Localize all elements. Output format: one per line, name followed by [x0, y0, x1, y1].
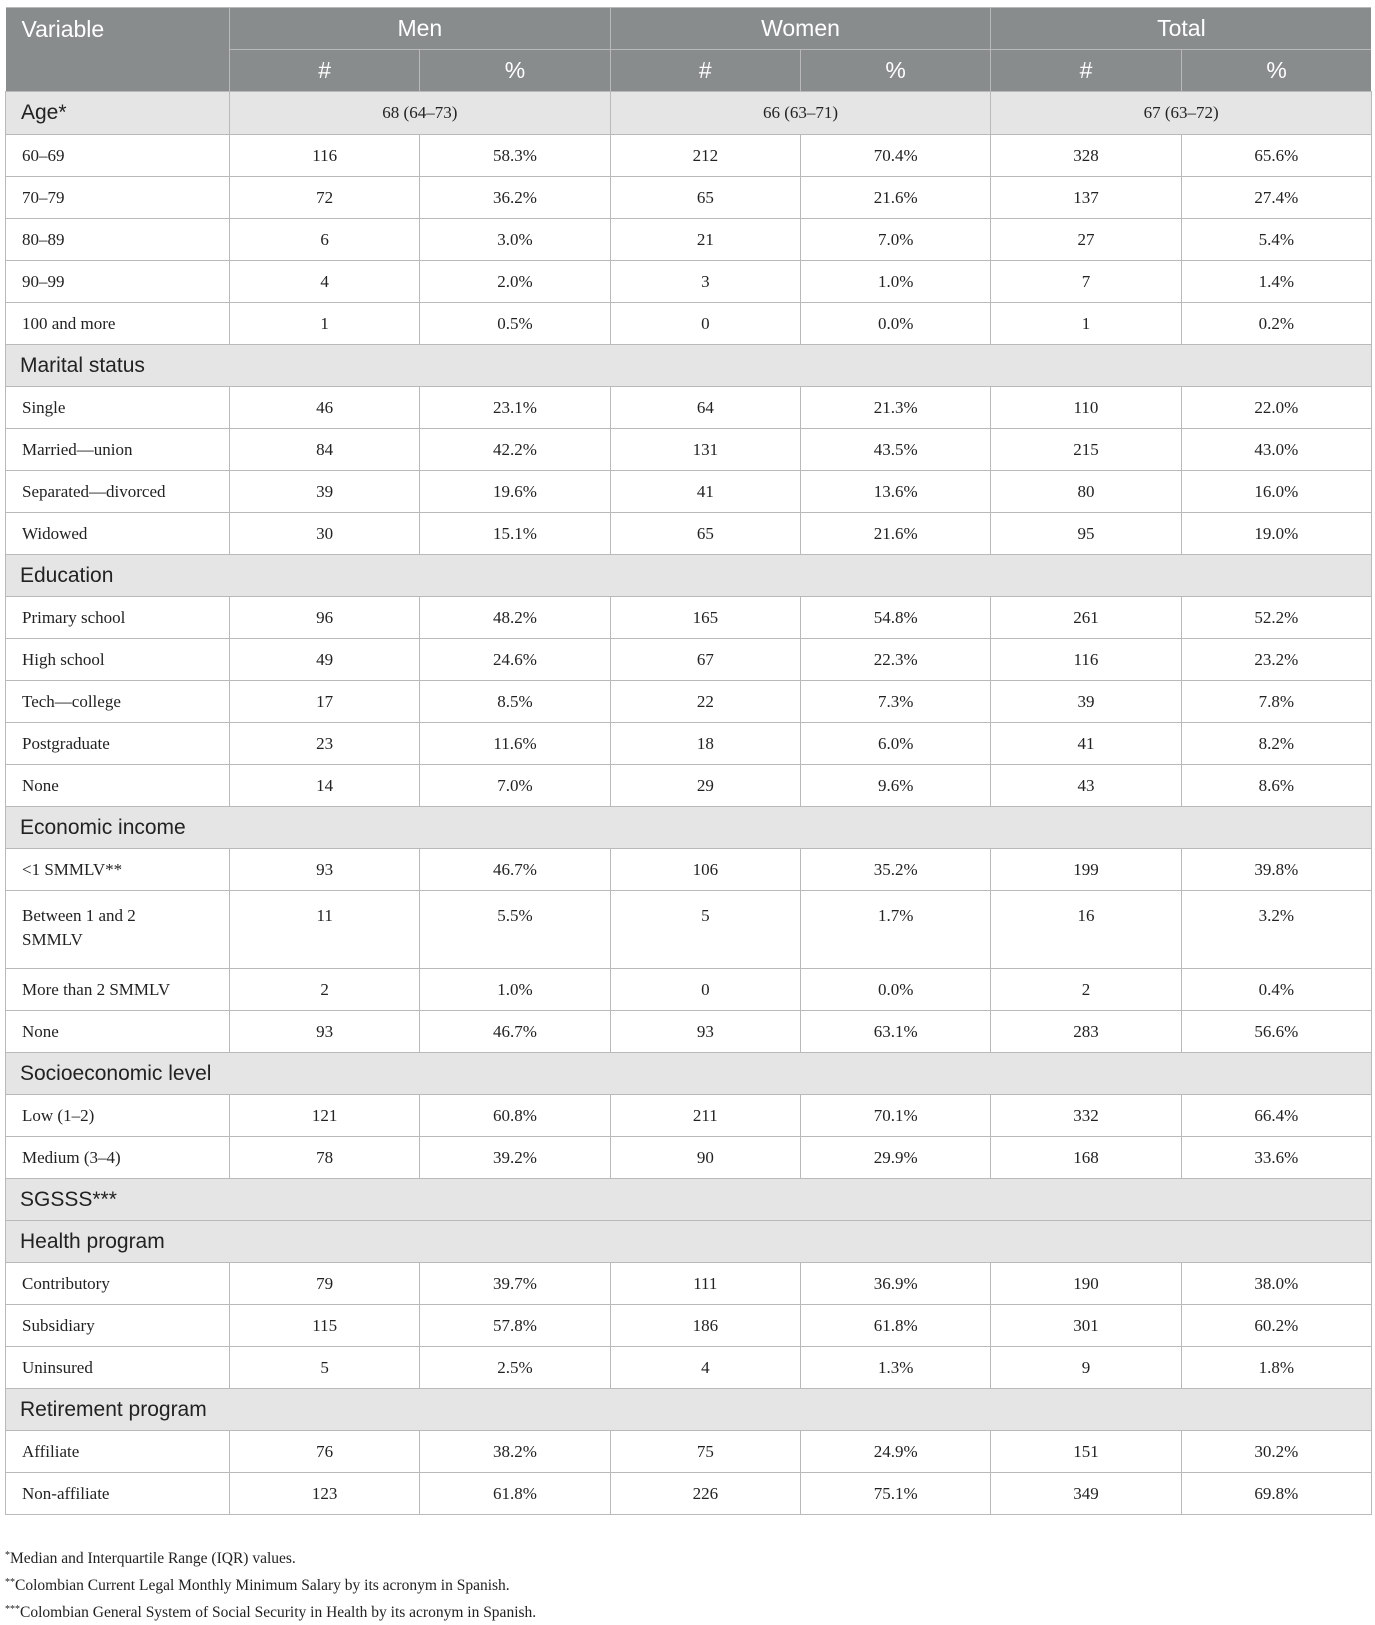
section-title: Economic income [6, 807, 1372, 849]
count-cell: 23 [230, 723, 420, 765]
percent-cell: 7.0% [800, 219, 990, 261]
percent-cell: 6.0% [800, 723, 990, 765]
percent-cell: 39.2% [420, 1137, 610, 1179]
percent-cell: 8.2% [1181, 723, 1371, 765]
women-age-median: 66 (63–71) [610, 92, 991, 135]
count-cell: 93 [610, 1011, 800, 1053]
percent-cell: 39.8% [1181, 849, 1371, 891]
count-cell: 106 [610, 849, 800, 891]
total-header: Total [991, 8, 1372, 50]
percent-cell: 60.8% [420, 1095, 610, 1137]
count-cell: 75 [610, 1431, 800, 1473]
count-cell: 90 [610, 1137, 800, 1179]
table-row [6, 765, 1372, 807]
row-label: Between 1 and 2 SMMLV [6, 891, 230, 969]
section-title: Marital status [6, 345, 1372, 387]
percent-cell: 1.0% [420, 969, 610, 1011]
count-cell: 65 [610, 513, 800, 555]
percent-cell: 1.0% [800, 261, 990, 303]
count-cell: 49 [230, 639, 420, 681]
count-cell: 9 [991, 1347, 1181, 1389]
percent-cell: 43.5% [800, 429, 990, 471]
table-row [6, 387, 1372, 429]
percent-cell: 70.4% [800, 135, 990, 177]
percent-cell: 2.0% [420, 261, 610, 303]
count-cell: 199 [991, 849, 1181, 891]
row-label: 70–79 [6, 177, 230, 219]
footnotes [5, 1544, 536, 1625]
row-label: 90–99 [6, 261, 230, 303]
table-row [6, 1431, 1372, 1473]
count-cell: 168 [991, 1137, 1181, 1179]
row-label: Contributory [6, 1263, 230, 1305]
count-cell: 30 [230, 513, 420, 555]
total-age-median: 67 (63–72) [991, 92, 1372, 135]
count-cell: 11 [230, 891, 420, 969]
count-cell: 283 [991, 1011, 1181, 1053]
count-cell: 116 [991, 639, 1181, 681]
table-row [6, 1263, 1372, 1305]
count-cell: 29 [610, 765, 800, 807]
percent-cell: 15.1% [420, 513, 610, 555]
count-cell: 226 [610, 1473, 800, 1515]
percent-cell: 30.2% [1181, 1431, 1371, 1473]
table-row [6, 1137, 1372, 1179]
count-cell: 93 [230, 849, 420, 891]
row-label: Uninsured [6, 1347, 230, 1389]
count-cell: 72 [230, 177, 420, 219]
percent-cell: 5.4% [1181, 219, 1371, 261]
count-cell: 27 [991, 219, 1181, 261]
row-label: 80–89 [6, 219, 230, 261]
percent-cell: 0.0% [800, 303, 990, 345]
count-cell: 215 [991, 429, 1181, 471]
count-cell: 131 [610, 429, 800, 471]
percent-cell: 56.6% [1181, 1011, 1371, 1053]
percent-cell: 21.6% [800, 513, 990, 555]
women-count-header: # [610, 50, 800, 92]
count-cell: 95 [991, 513, 1181, 555]
percent-cell: 8.6% [1181, 765, 1371, 807]
percent-cell: 65.6% [1181, 135, 1371, 177]
percent-cell: 52.2% [1181, 597, 1371, 639]
count-cell: 165 [610, 597, 800, 639]
row-label: None [6, 1011, 230, 1053]
section-header-row [6, 1179, 1372, 1221]
row-label: Postgraduate [6, 723, 230, 765]
count-cell: 93 [230, 1011, 420, 1053]
count-cell: 17 [230, 681, 420, 723]
count-cell: 65 [610, 177, 800, 219]
percent-cell: 5.5% [420, 891, 610, 969]
men-count-header: # [230, 50, 420, 92]
count-cell: 22 [610, 681, 800, 723]
count-cell: 2 [991, 969, 1181, 1011]
percent-cell: 8.5% [420, 681, 610, 723]
percent-cell: 35.2% [800, 849, 990, 891]
count-cell: 212 [610, 135, 800, 177]
section-header-row [6, 807, 1372, 849]
count-cell: 328 [991, 135, 1181, 177]
percent-cell: 38.0% [1181, 1263, 1371, 1305]
section-title: Socioeconomic level [6, 1053, 1372, 1095]
percent-cell: 70.1% [800, 1095, 990, 1137]
percent-cell: 21.6% [800, 177, 990, 219]
count-cell: 39 [230, 471, 420, 513]
section-header-row [6, 1053, 1372, 1095]
table-row [6, 513, 1372, 555]
table-row [6, 891, 1372, 969]
percent-cell: 54.8% [800, 597, 990, 639]
percent-cell: 0.5% [420, 303, 610, 345]
percent-cell: 48.2% [420, 597, 610, 639]
percent-cell: 3.2% [1181, 891, 1371, 969]
count-cell: 137 [991, 177, 1181, 219]
percent-cell: 13.6% [800, 471, 990, 513]
count-cell: 7 [991, 261, 1181, 303]
table-row [6, 1095, 1372, 1137]
percent-cell: 19.6% [420, 471, 610, 513]
count-cell: 332 [991, 1095, 1181, 1137]
percent-cell: 38.2% [420, 1431, 610, 1473]
percent-cell: 1.3% [800, 1347, 990, 1389]
table-row [6, 597, 1372, 639]
percent-cell: 36.2% [420, 177, 610, 219]
table-row [6, 681, 1372, 723]
men-percent-header: % [420, 50, 610, 92]
count-cell: 2 [230, 969, 420, 1011]
count-cell: 43 [991, 765, 1181, 807]
age-median-row [6, 92, 1372, 135]
percent-cell: 21.3% [800, 387, 990, 429]
row-label: 100 and more [6, 303, 230, 345]
men-header: Men [230, 8, 611, 50]
percent-cell: 23.2% [1181, 639, 1371, 681]
percent-cell: 43.0% [1181, 429, 1371, 471]
percent-cell: 61.8% [420, 1473, 610, 1515]
table-row [6, 723, 1372, 765]
percent-cell: 33.6% [1181, 1137, 1371, 1179]
count-cell: 46 [230, 387, 420, 429]
header-row-groups [6, 8, 1372, 50]
row-label: <1 SMMLV** [6, 849, 230, 891]
row-label: Separated—divorced [6, 471, 230, 513]
count-cell: 1 [991, 303, 1181, 345]
percent-cell: 0.0% [800, 969, 990, 1011]
percent-cell: 22.0% [1181, 387, 1371, 429]
count-cell: 41 [991, 723, 1181, 765]
percent-cell: 63.1% [800, 1011, 990, 1053]
percent-cell: 0.4% [1181, 969, 1371, 1011]
count-cell: 116 [230, 135, 420, 177]
count-cell: 67 [610, 639, 800, 681]
count-cell: 4 [230, 261, 420, 303]
percent-cell: 46.7% [420, 1011, 610, 1053]
percent-cell: 27.4% [1181, 177, 1371, 219]
percent-cell: 3.0% [420, 219, 610, 261]
section-title: SGSSS*** [6, 1179, 1372, 1221]
count-cell: 6 [230, 219, 420, 261]
variable-header: Variable [6, 8, 230, 92]
percent-cell: 7.3% [800, 681, 990, 723]
percent-cell: 11.6% [420, 723, 610, 765]
section-header-row [6, 1221, 1372, 1263]
row-label: 60–69 [6, 135, 230, 177]
percent-cell: 19.0% [1181, 513, 1371, 555]
count-cell: 5 [230, 1347, 420, 1389]
row-label: None [6, 765, 230, 807]
percent-cell: 1.4% [1181, 261, 1371, 303]
men-age-median: 68 (64–73) [230, 92, 611, 135]
demographics-table [5, 7, 1372, 1515]
percent-cell: 42.2% [420, 429, 610, 471]
section-title: Education [6, 555, 1372, 597]
count-cell: 39 [991, 681, 1181, 723]
count-cell: 261 [991, 597, 1181, 639]
count-cell: 301 [991, 1305, 1181, 1347]
percent-cell: 16.0% [1181, 471, 1371, 513]
count-cell: 78 [230, 1137, 420, 1179]
count-cell: 80 [991, 471, 1181, 513]
percent-cell: 36.9% [800, 1263, 990, 1305]
section-title: Health program [6, 1221, 1372, 1263]
table-row [6, 177, 1372, 219]
count-cell: 14 [230, 765, 420, 807]
table-row [6, 429, 1372, 471]
row-label: Primary school [6, 597, 230, 639]
row-label: Single [6, 387, 230, 429]
count-cell: 76 [230, 1431, 420, 1473]
count-cell: 3 [610, 261, 800, 303]
count-cell: 121 [230, 1095, 420, 1137]
footnote: *Median and Interquartile Range (IQR) values. [5, 1550, 296, 1567]
count-cell: 0 [610, 969, 800, 1011]
table-row [6, 849, 1372, 891]
percent-cell: 69.8% [1181, 1473, 1371, 1515]
percent-cell: 7.8% [1181, 681, 1371, 723]
footnote: **Colombian Current Legal Monthly Minimum Salary by its acronym in Spanish. [5, 1577, 510, 1594]
row-label: Widowed [6, 513, 230, 555]
percent-cell: 0.2% [1181, 303, 1371, 345]
table-row [6, 261, 1372, 303]
age-label: Age* [6, 92, 230, 135]
row-label: Tech—college [6, 681, 230, 723]
table-row [6, 135, 1372, 177]
section-title: Retirement program [6, 1389, 1372, 1431]
women-percent-header: % [800, 50, 990, 92]
count-cell: 349 [991, 1473, 1181, 1515]
footnote: ***Colombian General System of Social Security in Health by its acronym in Spanish. [5, 1604, 537, 1621]
count-cell: 18 [610, 723, 800, 765]
row-label: Low (1–2) [6, 1095, 230, 1137]
women-header: Women [610, 8, 991, 50]
percent-cell: 58.3% [420, 135, 610, 177]
percent-cell: 1.7% [800, 891, 990, 969]
count-cell: 4 [610, 1347, 800, 1389]
table-row [6, 1473, 1372, 1515]
total-count-header: # [991, 50, 1181, 92]
percent-cell: 2.5% [420, 1347, 610, 1389]
row-label: Married—union [6, 429, 230, 471]
table-row [6, 1305, 1372, 1347]
percent-cell: 23.1% [420, 387, 610, 429]
percent-cell: 57.8% [420, 1305, 610, 1347]
table-row [6, 639, 1372, 681]
count-cell: 1 [230, 303, 420, 345]
percent-cell: 29.9% [800, 1137, 990, 1179]
count-cell: 21 [610, 219, 800, 261]
percent-cell: 24.6% [420, 639, 610, 681]
row-label: More than 2 SMMLV [6, 969, 230, 1011]
percent-cell: 75.1% [800, 1473, 990, 1515]
percent-cell: 9.6% [800, 765, 990, 807]
count-cell: 110 [991, 387, 1181, 429]
section-header-row [6, 345, 1372, 387]
percent-cell: 60.2% [1181, 1305, 1371, 1347]
table-row [6, 303, 1372, 345]
percent-cell: 66.4% [1181, 1095, 1371, 1137]
count-cell: 115 [230, 1305, 420, 1347]
section-header-row [6, 555, 1372, 597]
count-cell: 0 [610, 303, 800, 345]
row-label: Medium (3–4) [6, 1137, 230, 1179]
row-label: Affiliate [6, 1431, 230, 1473]
percent-cell: 46.7% [420, 849, 610, 891]
count-cell: 96 [230, 597, 420, 639]
row-label: Subsidiary [6, 1305, 230, 1347]
count-cell: 211 [610, 1095, 800, 1137]
count-cell: 84 [230, 429, 420, 471]
count-cell: 151 [991, 1431, 1181, 1473]
section-header-row [6, 1389, 1372, 1431]
count-cell: 41 [610, 471, 800, 513]
row-label: High school [6, 639, 230, 681]
count-cell: 111 [610, 1263, 800, 1305]
count-cell: 64 [610, 387, 800, 429]
percent-cell: 24.9% [800, 1431, 990, 1473]
count-cell: 79 [230, 1263, 420, 1305]
row-label: Non-affiliate [6, 1473, 230, 1515]
count-cell: 190 [991, 1263, 1181, 1305]
table-row [6, 219, 1372, 261]
percent-cell: 22.3% [800, 639, 990, 681]
percent-cell: 1.8% [1181, 1347, 1371, 1389]
percent-cell: 61.8% [800, 1305, 990, 1347]
count-cell: 5 [610, 891, 800, 969]
table-row [6, 1347, 1372, 1389]
count-cell: 123 [230, 1473, 420, 1515]
percent-cell: 7.0% [420, 765, 610, 807]
count-cell: 16 [991, 891, 1181, 969]
total-percent-header: % [1181, 50, 1371, 92]
table-row [6, 1011, 1372, 1053]
table-row [6, 471, 1372, 513]
table-row [6, 969, 1372, 1011]
count-cell: 186 [610, 1305, 800, 1347]
percent-cell: 39.7% [420, 1263, 610, 1305]
